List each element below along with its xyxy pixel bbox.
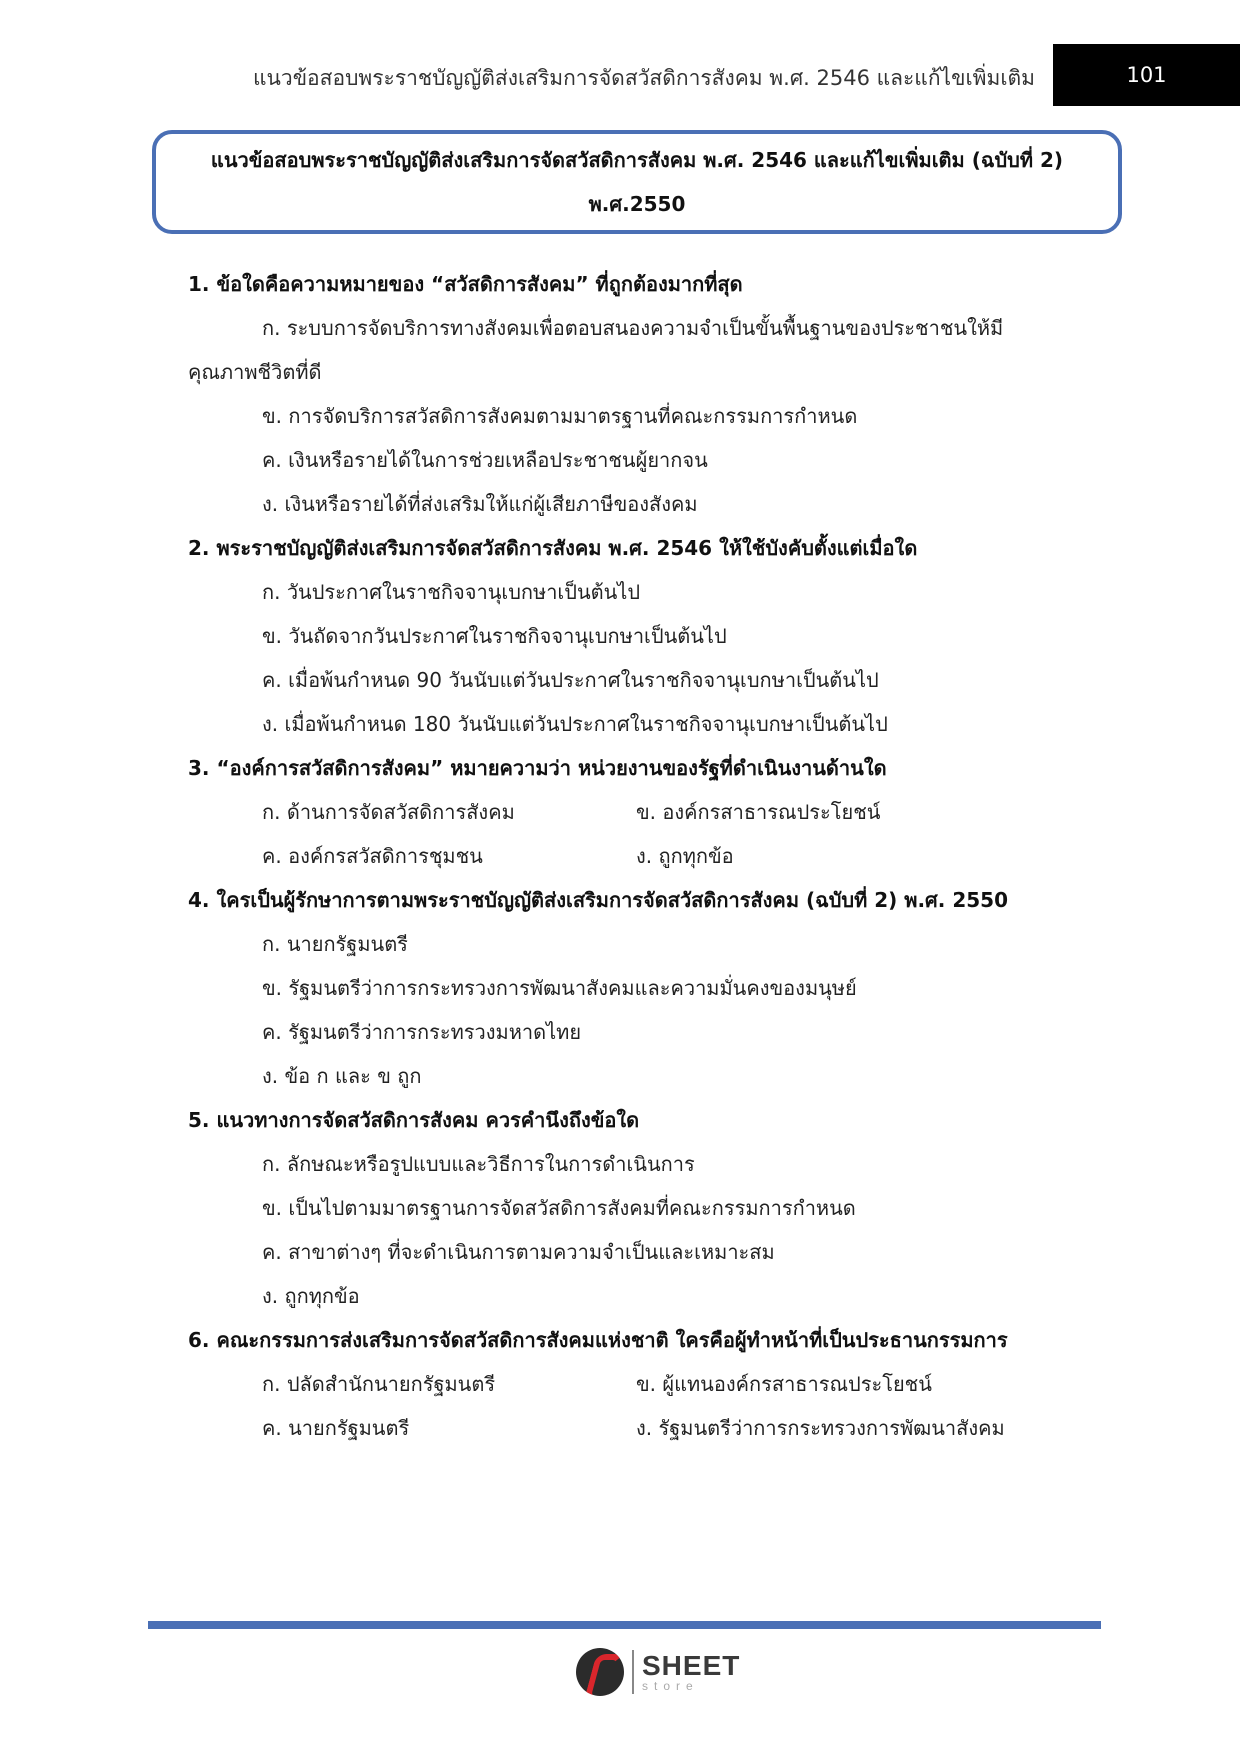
q2-option-c: ค. เมื่อพ้นกำหนด 90 วันนับแต่วันประกาศในราชกิจจานุเบกษาเป็นต้นไป <box>262 668 879 692</box>
q3-options-row-1 <box>188 790 1088 834</box>
logo-word: SHEET <box>642 1650 741 1681</box>
question-1: 1. ข้อใดคือความหมายของ “สวัสดิการสังคม” ที่ถูกต้องมากที่สุด <box>188 272 743 296</box>
q1-option-a: ก. ระบบการจัดบริการทางสังคมเพื่อตอบสนองความจำเป็นขั้นพื้นฐานของประชาชนให้มี <box>262 316 1004 340</box>
logo-subtext: store <box>642 1679 699 1693</box>
q3-options-row-2 <box>188 834 1088 878</box>
q1-option-d: ง. เงินหรือรายได้ที่ส่งเสริมให้แก่ผู้เสียภาษีของสังคม <box>262 492 698 516</box>
title-line-2: พ.ศ.2550 <box>588 192 686 216</box>
q4-option-a: ก. นายกรัฐมนตรี <box>262 932 408 956</box>
q3-option-c: ค. องค์กรสวัสดิการชุมชน <box>262 844 483 868</box>
q4-option-d: ง. ข้อ ก และ ข ถูก <box>262 1064 422 1088</box>
header-title: แนวข้อสอบพระราชบัญญัติส่งเสริมการจัดสวัสดิการสังคม พ.ศ. 2546 และแก้ไขเพิ่มเติม <box>253 66 1035 90</box>
q4-option-b: ข. รัฐมนตรีว่าการกระทรวงการพัฒนาสังคมและความมั่นคงของมนุษย์ <box>262 976 857 1000</box>
q3-option-a: ก. ด้านการจัดสวัสดิการสังคม <box>262 800 515 824</box>
question-4: 4. ใครเป็นผู้รักษาการตามพระราชบัญญัติส่งเสริมการจัดสวัสดิการสังคม (ฉบับที่ 2) พ.ศ. 2550 <box>188 888 1008 912</box>
q6-options-row-1 <box>188 1362 1088 1406</box>
q1-option-c: ค. เงินหรือรายได้ในการช่วยเหลือประชาชนผู้ยากจน <box>262 448 708 472</box>
q6-option-a: ก. ปลัดสำนักนายกรัฐมนตรี <box>262 1372 496 1396</box>
q5-option-a: ก. ลักษณะหรือรูปแบบและวิธีการในการดำเนินการ <box>262 1152 695 1176</box>
sheet-store-logo <box>576 1644 740 1700</box>
q2-option-a: ก. วันประกาศในราชกิจจานุเบกษาเป็นต้นไป <box>262 580 641 604</box>
logo-s-icon <box>576 1648 624 1696</box>
question-5: 5. แนวทางการจัดสวัสดิการสังคม ควรคำนึงถึงข้อใด <box>188 1108 640 1132</box>
q4-option-c: ค. รัฐมนตรีว่าการกระทรวงมหาดไทย <box>262 1020 582 1044</box>
question-3: 3. “องค์การสวัสดิการสังคม” หมายความว่า หน่วยงานของรัฐที่ดำเนินงานด้านใด <box>188 756 887 780</box>
question-list <box>188 262 1088 1450</box>
q6-option-c: ค. นายกรัฐมนตรี <box>262 1416 410 1440</box>
q1-option-a-continuation: คุณภาพชีวิตที่ดี <box>188 360 322 384</box>
q2-option-b: ข. วันถัดจากวันประกาศในราชกิจจานุเบกษาเป็นต้นไป <box>262 624 727 648</box>
q3-option-d: ง. ถูกทุกข้อ <box>636 844 734 868</box>
title-line-1: แนวข้อสอบพระราชบัญญัติส่งเสริมการจัดสวัสดิการสังคม พ.ศ. 2546 และแก้ไขเพิ่มเติม (ฉบับที่ 2) <box>210 148 1064 172</box>
logo-separator <box>632 1650 634 1694</box>
page-number: 101 <box>1053 44 1240 106</box>
q6-option-b: ข. ผู้แทนองค์กรสาธารณประโยชน์ <box>636 1372 932 1396</box>
question-2: 2. พระราชบัญญัติส่งเสริมการจัดสวัสดิการสังคม พ.ศ. 2546 ให้ใช้บังคับตั้งแต่เมื่อใด <box>188 536 918 560</box>
title-box <box>152 130 1122 234</box>
q5-option-c: ค. สาขาต่างๆ ที่จะดำเนินการตามความจำเป็นและเหมาะสม <box>262 1240 775 1264</box>
q1-option-b: ข. การจัดบริการสวัสดิการสังคมตามมาตรฐานที่คณะกรรมการกำหนด <box>262 404 858 428</box>
logo-text <box>642 1652 740 1692</box>
q5-option-d: ง. ถูกทุกข้อ <box>262 1284 360 1308</box>
q2-option-d: ง. เมื่อพ้นกำหนด 180 วันนับแต่วันประกาศในราชกิจจานุเบกษาเป็นต้นไป <box>262 712 888 736</box>
question-6: 6. คณะกรรมการส่งเสริมการจัดสวัสดิการสังคมแห่งชาติ ใครคือผู้ทำหน้าที่เป็นประธานกรรมการ <box>188 1328 1008 1352</box>
footer-divider <box>148 1621 1101 1629</box>
q6-options-row-2 <box>188 1406 1088 1450</box>
q3-option-b: ข. องค์กรสาธารณประโยชน์ <box>636 800 881 824</box>
q5-option-b: ข. เป็นไปตามมาตรฐานการจัดสวัสดิการสังคมที่คณะกรรมการกำหนด <box>262 1196 856 1220</box>
q6-option-d: ง. รัฐมนตรีว่าการกระทรวงการพัฒนาสังคม <box>636 1416 1005 1440</box>
